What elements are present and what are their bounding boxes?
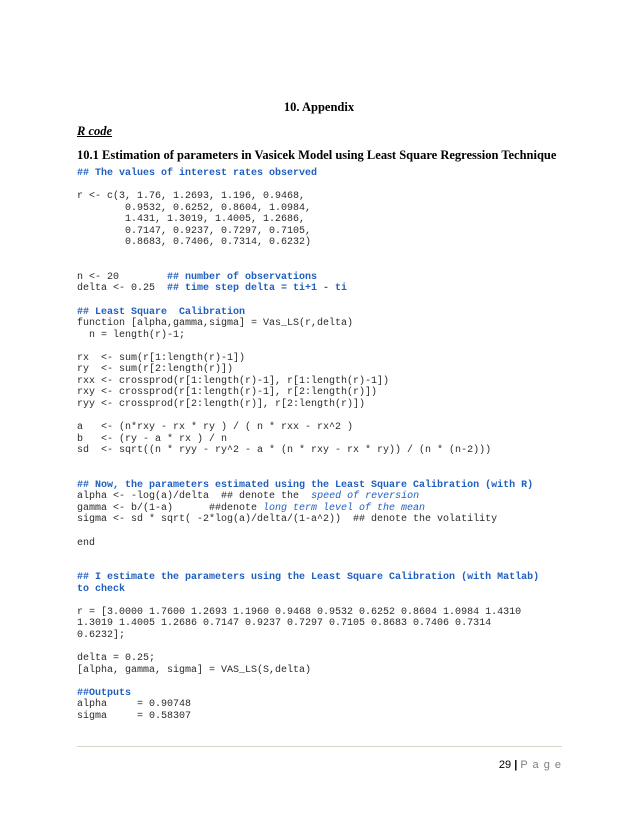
code-line — [77, 607, 562, 619]
code-line — [77, 376, 562, 388]
code-text: 0.6232]; — [77, 629, 126, 641]
code-line — [77, 203, 562, 215]
code-text: ryy <- crossprod(r[2:length(r)], r[2:length(r)]) — [77, 398, 366, 410]
code-text: sd <- sqrt((n * ryy - ry^2 - a * (n * rxy - rx * ry)) / (n * (n-2))) — [77, 445, 492, 457]
appendix-heading: 10. Appendix — [283, 100, 355, 114]
code-line — [77, 526, 562, 538]
code-text: gamma <- b/(1-a) ##denote — [77, 502, 264, 514]
code-text: 0.9532, 0.6252, 0.8604, 1.0984, — [77, 202, 312, 214]
code-line — [77, 711, 562, 723]
code-text: rxx <- crossprod(r[1:length(r)-1], r[1:length(r)-1]) — [77, 375, 390, 387]
code-line — [77, 249, 562, 261]
code-comment: long term level of the mean — [263, 502, 426, 514]
code-line — [77, 168, 562, 180]
code-text: delta <- 0.25 — [77, 283, 156, 295]
code-line — [77, 641, 562, 653]
code-line — [77, 226, 562, 238]
code-line — [77, 445, 562, 457]
r-code-subheading: R code — [77, 124, 113, 138]
code-line — [77, 318, 562, 330]
code-line — [77, 434, 562, 446]
code-line — [77, 503, 562, 515]
code-text: ## Now, the parameters estimated using the Least Square Calibration (with R) — [77, 479, 534, 491]
code-text: b <- (ry - a * rx ) / n — [77, 433, 228, 445]
page-number: 29 — [498, 759, 512, 771]
code-line — [77, 410, 562, 422]
code-text: ## The values of interest rates observed — [77, 168, 318, 179]
code-line — [77, 307, 562, 319]
code-text: n = length(r)-1; — [77, 329, 186, 341]
code-text: sigma <- sd * sqrt( -2*log(a)/delta/(1-a^2)) ## denote the volatility — [77, 514, 498, 526]
code-line — [77, 180, 562, 192]
code-line — [77, 618, 562, 630]
code-line — [77, 341, 562, 353]
code-text: rxy <- crossprod(r[1:length(r)-1], r[2:length(r)]) — [77, 387, 378, 399]
code-text: function [alpha,gamma,sigma] = Vas_LS(r,delta) — [77, 318, 354, 330]
page-footer — [499, 759, 562, 771]
code-text: to check — [77, 583, 126, 595]
code-comment: ## number of observations — [167, 271, 318, 283]
code-line — [77, 572, 562, 584]
code-comment: ## time step delta = ti+1 - ti — [167, 283, 348, 295]
code-line — [77, 665, 562, 677]
code-line — [77, 491, 562, 503]
code-line — [77, 561, 562, 573]
code-line — [77, 353, 562, 365]
code-line — [77, 237, 562, 249]
code-line — [77, 364, 562, 376]
code-line — [77, 260, 562, 272]
code-text: 0.8683, 0.7406, 0.7314, 0.6232) — [77, 237, 312, 249]
footer-separator: | — [514, 759, 518, 771]
code-text: 0.7147, 0.9237, 0.7297, 0.7105, — [77, 225, 312, 237]
code-line — [77, 283, 562, 295]
section-title: 10.1 Estimation of parameters in Vasicek Model using Least Square Regression Technique — [77, 148, 557, 162]
code-line — [77, 387, 562, 399]
code-text: a <- (n*rxy - rx * ry ) / ( n * rxx - rx^2 ) — [77, 422, 354, 434]
code-line — [77, 653, 562, 665]
code-text: 1.431, 1.3019, 1.4005, 1.2686, — [77, 214, 306, 226]
code-text: ry <- sum(r[2:length(r)]) — [77, 364, 234, 376]
footer-divider — [77, 746, 562, 747]
code-text: rx <- sum(r[1:length(r)-1]) — [77, 352, 246, 364]
code-text: delta = 0.25; — [77, 652, 156, 664]
code-text: r = [3.0000 1.7600 1.2693 1.1960 0.9468 0.9532 0.6252 0.8604 1.0984 1.4310 — [77, 606, 522, 618]
code-comment: speed of reversion — [311, 491, 420, 503]
code-line — [77, 514, 562, 526]
code-text: sigma = 0.58307 — [77, 710, 192, 722]
code-line — [77, 699, 562, 711]
code-line — [77, 330, 562, 342]
code-text: ## Least Square Calibration — [77, 306, 246, 318]
page-label: P a g e — [520, 759, 562, 771]
code-text: [alpha, gamma, sigma] = VAS_LS(S,delta) — [77, 664, 312, 676]
code-line — [77, 584, 562, 596]
code-block — [77, 168, 562, 722]
code-text: r <- c(3, 1.76, 1.2693, 1.196, 0.9468, — [77, 191, 306, 203]
code-line — [77, 595, 562, 607]
code-line — [77, 480, 562, 492]
code-text: ##Outputs — [77, 687, 132, 699]
code-line — [77, 688, 562, 700]
code-line — [77, 468, 562, 480]
code-text: 1.3019 1.4005 1.2686 0.7147 0.9237 0.7297 0.7105 0.8683 0.7406 0.7314 — [77, 618, 492, 630]
code-text: alpha = 0.90748 — [77, 699, 192, 711]
code-line — [77, 272, 562, 284]
code-line — [77, 676, 562, 688]
code-line — [77, 549, 562, 561]
code-line — [77, 214, 562, 226]
code-text: n <- 20 — [77, 271, 120, 283]
code-line — [77, 457, 562, 469]
code-text: end — [77, 537, 96, 549]
code-line — [77, 399, 562, 411]
code-line — [77, 630, 562, 642]
code-text: alpha <- -log(a)/delta ## denote the — [77, 491, 306, 503]
code-line — [77, 538, 562, 550]
code-text: ## I estimate the parameters using the Least Square Calibration (with Matlab) — [77, 572, 540, 584]
code-line — [77, 422, 562, 434]
code-line — [77, 191, 562, 203]
code-line — [77, 295, 562, 307]
